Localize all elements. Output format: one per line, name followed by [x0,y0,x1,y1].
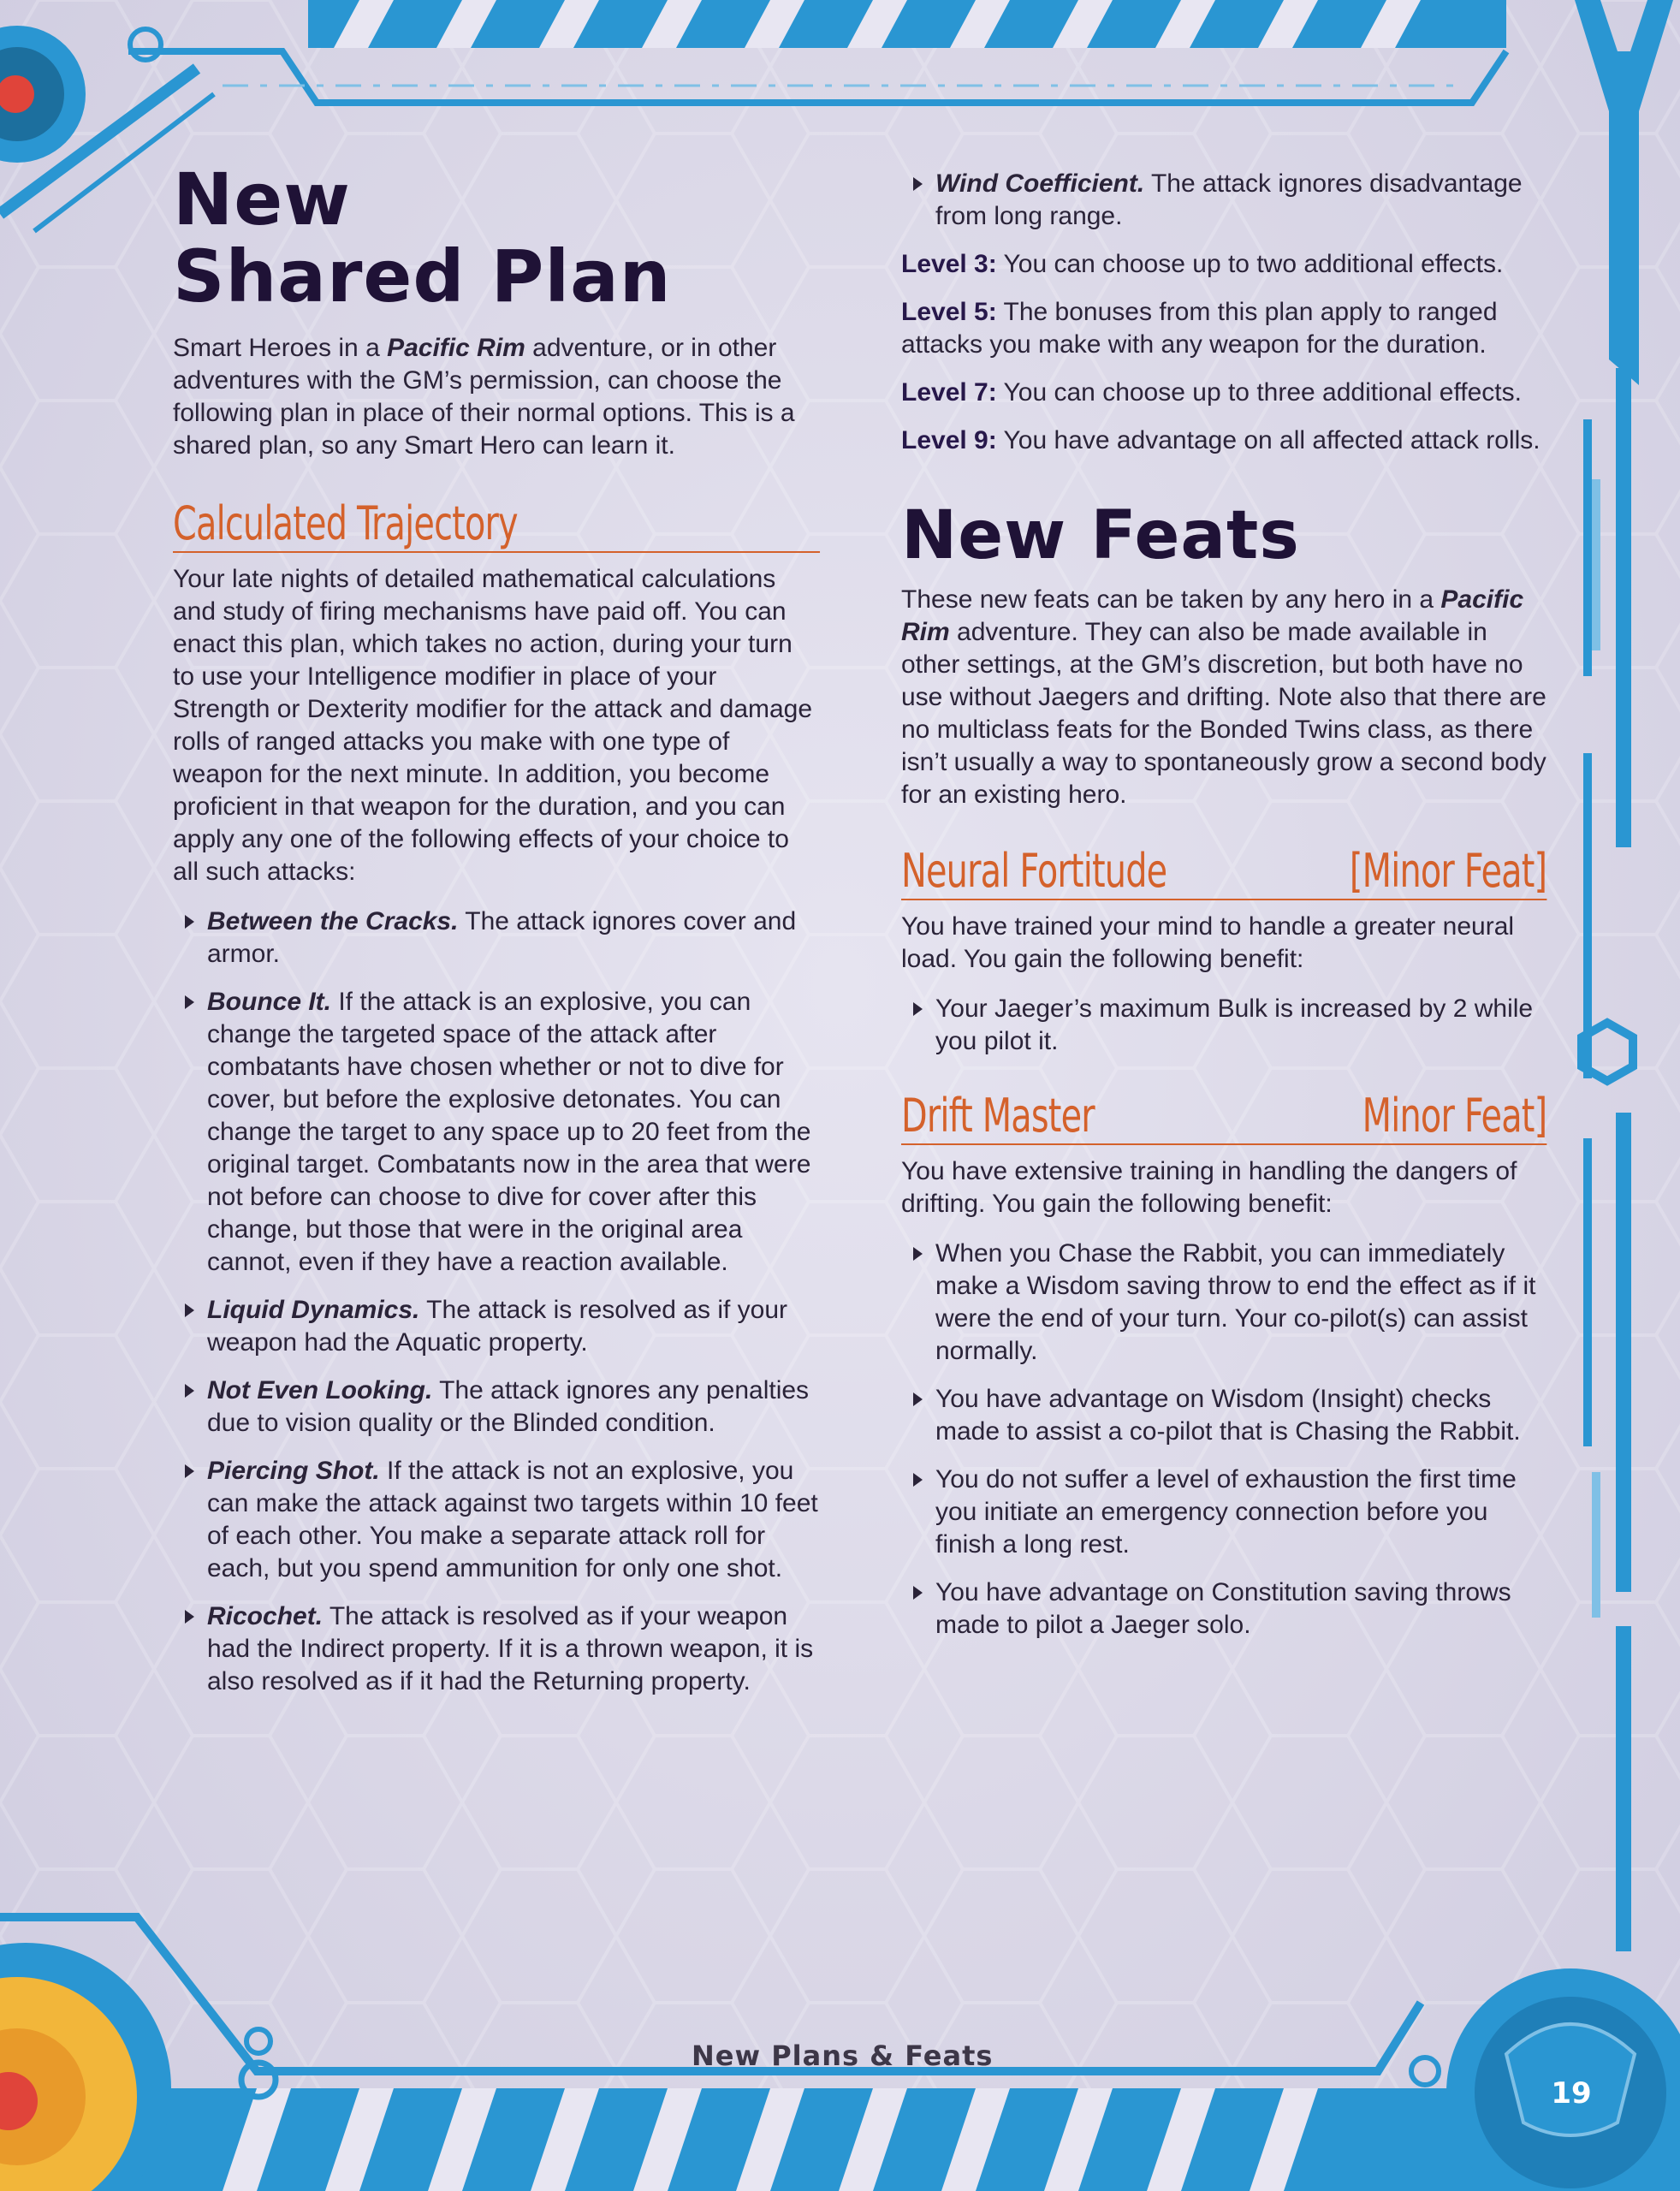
page-title [173,157,820,318]
list-item: You have advantage on Constitution saving throws made to pilot a Jaeger solo. [901,1576,1546,1642]
list-item: Piercing Shot. If the attack is not an explosive, you can make the attack against two targets within 10 feet of each other. You make a separate attack roll for each, but you spend ammunition for only one shot. [173,1455,820,1585]
level-5-note: Level 5: The bonuses from this plan apply to ranged attacks you make with any weapon for the duration. [901,298,1498,359]
list-item: You have advantage on Wisdom (Insight) checks made to assist a co-pilot that is Chasing the Rabbit. [901,1383,1546,1448]
list-item: Liquid Dynamics. The attack is resolved as if your weapon had the Aquatic property. [173,1294,820,1359]
title-line-1: New [173,157,351,241]
list-item: Wind Coefficient. The attack ignores disadvantage from long range. [901,168,1546,233]
intro-paragraph: Smart Heroes in a Pacific Rim adventure, or in other adventures with the GM’s permission, can choose the following plan in place of their normal options. This is a shared plan, so any Smart Hero can learn it. [173,334,795,460]
plan-heading: Calculated Trajectory [173,498,820,553]
plan-description: Your late nights of detailed mathematical calculations and study of firing mechanisms have paid off. You can enact this plan, which takes no action, during your turn to use your Intelligence modifier in place of your Strength or Dexterity modifier for the attack and damage rolls of ranged attacks you make with one type of weapon for the next minute. In addition, you become proficient in that weapon for the duration, and you can apply any one of the following effects of your choice to all such attacks: [173,565,813,886]
feat-benefits [901,1238,1546,1642]
footer-section-title: New Plans & Feats [692,2040,994,2072]
list-item: Ricochet. The attack is resolved as if your weapon had the Indirect property. If it is a thrown weapon, it is also resolved as if it had the Returning property. [173,1600,820,1698]
level-7-note: Level 7: You can choose up to three additional effects. [901,378,1522,407]
list-item: Your Jaeger’s maximum Bulk is increased by 2 while you pilot it. [901,993,1546,1058]
feat-heading-neural-fortitude [901,846,1546,900]
feat-tag: [Minor Feat] [1349,844,1547,898]
list-item: Bounce It. If the attack is an explosive, you can change the targeted space of the attack after combatants have chosen whether or not to dive for cover, but before the explosive detonates. You can change the target to any space up to 20 feet from the original target. Combatants now in the area that were not before can choose to dive for cover after this change, but those that were in the original area cannot, even if they have a reaction available. [173,986,820,1279]
feats-title: New Feats [901,497,1300,574]
feat-benefits [901,993,1546,1058]
feat-description: You have extensive training in handling the dangers of drifting. You gain the following benefit: [901,1157,1517,1218]
effects-list-continued [901,168,1546,233]
left-column [173,157,820,1713]
feat-tag: Minor Feat] [1362,1089,1547,1143]
list-item: Between the Cracks. The attack ignores cover and armor. [173,905,820,971]
feat-name: Drift Master [901,1089,1095,1143]
feat-description: You have trained your mind to handle a greater neural load. You gain the following benefit: [901,912,1515,973]
list-item: When you Chase the Rabbit, you can immediately make a Wisdom saving throw to end the effect as if it were the end of your turn. Your co-pilot(s) can assist normally. [901,1238,1546,1368]
feats-intro: These new feats can be taken by any hero in a Pacific Rim adventure. They can also be made available in other settings, at the GM’s discretion, but both have no use without Jaegers and drifting. Note also that there are no multiclass feats for the Bonded Twins class, as there isn’t usually a way to spontaneously grow a second body for an existing hero. [901,585,1546,809]
page-number: 19 [1551,2076,1592,2111]
right-column [901,168,1546,1657]
level-9-note: Level 9: You have advantage on all affected attack rolls. [901,426,1540,454]
list-item: You do not suffer a level of exhaustion the first time you initiate an emergency connection before you finish a long rest. [901,1464,1546,1561]
feat-name: Neural Fortitude [901,844,1167,898]
top-stripe-band [308,0,1506,48]
list-item: Not Even Looking. The attack ignores any penalties due to vision quality or the Blinded condition. [173,1375,820,1440]
effects-list [173,905,820,1698]
level-3-note: Level 3: You can choose up to two additional effects. [901,250,1504,278]
title-line-2: Shared Plan [173,235,672,318]
feat-heading-drift-master [901,1090,1546,1145]
